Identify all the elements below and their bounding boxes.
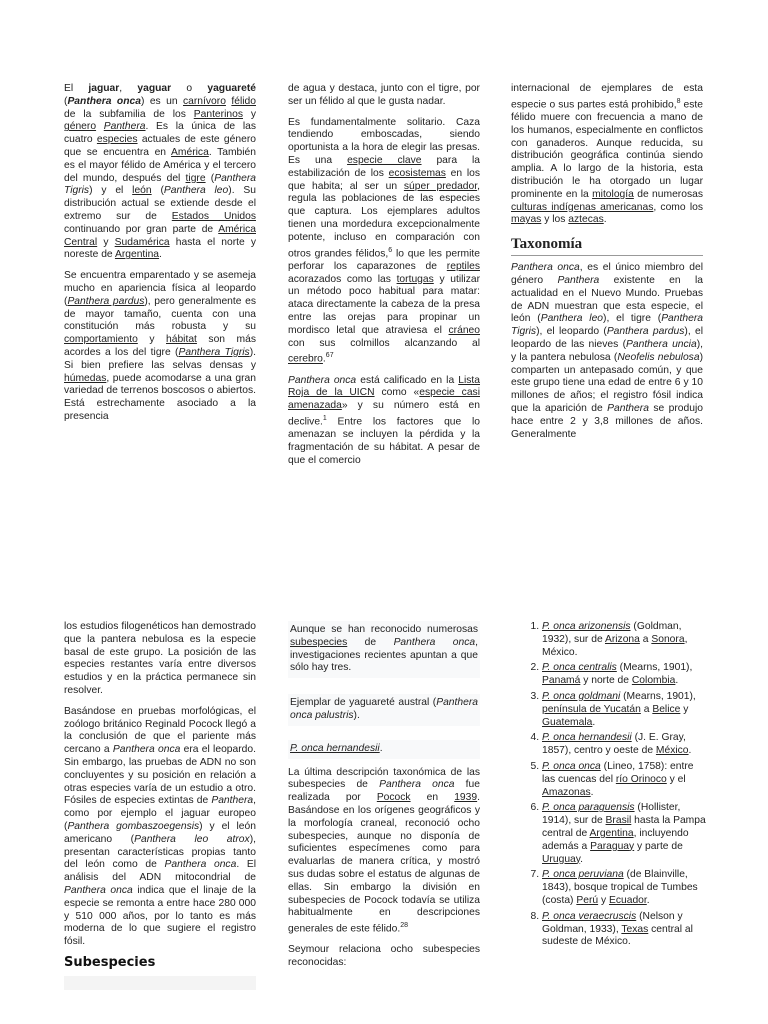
- section-heading-subespecies: Subespecies: [64, 954, 156, 970]
- wiki-link[interactable]: género: [64, 121, 97, 133]
- wiki-link[interactable]: Estados Unidos: [171, 210, 256, 222]
- subspecies-item: 2. P. onca centralis (Mearns, 1901), Panamá y norte de Colombia.: [542, 662, 706, 688]
- wiki-link[interactable]: P. onca hernandesii: [290, 742, 380, 754]
- column-3-bottom: [510, 621, 706, 952]
- wiki-link[interactable]: México: [655, 745, 689, 757]
- column-2-top: [288, 83, 480, 476]
- wiki-link[interactable]: Belice: [652, 703, 681, 715]
- wiki-link[interactable]: América Central: [64, 223, 256, 248]
- wiki-link[interactable]: ecosistemas: [388, 167, 446, 179]
- column-1-top: [64, 83, 256, 432]
- image-caption: Ejemplar de yaguareté austral (Panthera onca palustris).: [288, 694, 480, 726]
- column-3-top: [511, 83, 703, 449]
- subspecies-item: 1. P. onca arizonensis (Goldman, 1932), sur de Arizona a Sonora, México.: [542, 621, 706, 659]
- wiki-link[interactable]: Paraguay: [590, 840, 635, 852]
- paragraph: La última descripción taxonómica de las subespecies de Panthera onca fue realizada por Pocock en 1939. Basándose en los orígenes geográficos y la morfología craneal, reconoció ocho subespecies, aunque no disponía de suficientes especímenes como para evaluarlas de manera crítica, y mostró sus dudas sobre el estatus de algunas de ellas. Sin embargo la división en subespecies de Pocock todavía se utiliza habitualmente en descripciones generales de este félido.$^{28}$: [288, 766, 480, 935]
- paragraph: Aunque se han reconocido numerosas subespecies de Panthera onca, investigaciones recientes apuntan a que sólo hay tres.: [288, 621, 480, 678]
- wiki-link[interactable]: especie casi amenazada: [288, 387, 480, 412]
- intro-paragraph: El jaguar, yaguar o yaguareté (Panthera onca) es un carnívoro félido de la subfamilia de los Panterinos y género Panthera. Es la única de las cuatro especies actuales de este género que se encuentra en América. También es el mayor félido de América y el tercero del mundo, después del tigre (Panthera Tigris) y el león (Panthera leo). Su distribución actual se extiende desde el extremo sur de Estados Unidos continuando por gran parte de América Central y Sudamérica hasta el norte y noreste de Argentina.: [64, 83, 257, 261]
- wiki-link[interactable]: Panthera: [103, 121, 146, 133]
- paragraph: internacional de ejemplares de esta especie o sus partes está prohibido,$^8$ este félido muere con frecuencia a mano de los humanos, especialmente en conflictos con ganaderos. Aunque reducida, su distribución geográfica continúa siendo amplia. A lo largo de la historia, esta distribución le ha otorgado un lugar prominente en la mitología de numerosas culturas indígenas americanas, como los mayas y los aztecas.: [511, 83, 703, 226]
- wiki-link[interactable]: Arizona: [604, 633, 640, 645]
- wiki-link[interactable]: Panthera pardus: [67, 295, 145, 307]
- subspecies-item: 5. P. onca onca (Lineo, 1758): entre las cuencas del río Orinoco y el Amazonas.: [542, 761, 706, 799]
- wiki-link[interactable]: P. onca veraecruscis: [542, 910, 637, 922]
- wiki-link[interactable]: Argentina: [589, 827, 634, 839]
- wiki-link[interactable]: Sudamérica: [114, 236, 170, 248]
- wiki-link[interactable]: América: [171, 146, 209, 158]
- image-caption: P. onca hernandesii.: [288, 740, 480, 759]
- wiki-link[interactable]: 1939: [454, 792, 478, 804]
- wiki-link[interactable]: Perú: [576, 894, 599, 906]
- wiki-link[interactable]: Guatemala: [542, 716, 593, 728]
- column-2-bottom: [288, 621, 480, 978]
- paragraph: Se encuentra emparentado y se asemeja mucho en apariencia física al leopardo (Panthera pardus), pero generalmente es de mayor tamaño, cuenta con una constitución más robusta y su comportamiento y hábitat son más acordes a los del tigre (Panthera Tigris). Si bien prefiere las selvas densas y húmedas, puede acomodarse a una gran variedad de terrenos boscosos o abiertos. Está estrechamente asociado a la presencia: [64, 270, 257, 422]
- wiki-link[interactable]: especie clave: [347, 154, 422, 166]
- wiki-link[interactable]: culturas indígenas americanas: [511, 201, 654, 213]
- wiki-link[interactable]: Argentina: [114, 249, 160, 261]
- subspecies-item: 4. P. onca hernandesii (J. E. Gray, 1857), centro y oeste de México.: [542, 732, 706, 758]
- wiki-link[interactable]: península de Yucatán: [542, 703, 641, 715]
- subspecies-item: 6. P. onca paraguensis (Hollister, 1914), sur de Brasil hasta la Pampa central de Argentina, incluyendo además a Paraguay y parte de Uruguay.: [542, 802, 706, 866]
- wiki-link[interactable]: P. onca paraguensis: [542, 802, 635, 814]
- wiki-link[interactable]: Colombia: [631, 675, 676, 687]
- wiki-link[interactable]: aztecas: [568, 214, 604, 226]
- subspecies-item: 8. P. onca veraecruscis (Nelson y Goldman, 1933), Texas central al sudeste de México.: [542, 911, 706, 949]
- wiki-link[interactable]: Panterinos: [193, 108, 243, 120]
- wiki-link[interactable]: P. onca arizonensis: [542, 621, 631, 632]
- wiki-link[interactable]: Texas: [621, 923, 649, 935]
- paragraph: los estudios filogenéticos han demostrado que la pantera nebulosa es la especie basal de este grupo. La posición de las especies restantes varía entre diversos estudios y en la práctica permanece sin resolver.: [64, 621, 256, 696]
- wiki-link[interactable]: P. onca peruviana: [542, 869, 624, 881]
- wiki-link[interactable]: mitología: [592, 188, 634, 200]
- paragraph: Es fundamentalmente solitario. Caza tendiendo emboscadas, siendo oportunista a la hora de elegir las presas. Es una especie clave para la estabilización de los ecosistemas en los que habita; al ser un súper predador, regula las poblaciones de las especies que captura. Los ejemplares adultos tienen una mordedura excepcionalmente potente, incluso en comparación con otros grandes félidos,$^6$ lo que les permite perforar los caparazones de reptiles acorazados como las tortugas y utilizar un método poco habitual para matar: ataca directamente la cabeza de la presa entre las orejas para propinar un mordisco letal que atraviesa el cráneo con sus colmillos alcanzando al cerebro.$^{67}$: [288, 116, 481, 365]
- wiki-link[interactable]: cráneo: [448, 324, 480, 336]
- subspecies-item: 7. P. onca peruviana (de Blainville, 1843), bosque tropical de Tumbes (costa) Perú y Ecuador.: [542, 869, 706, 907]
- wiki-link[interactable]: Ecuador: [608, 894, 647, 906]
- wiki-link[interactable]: mayas: [511, 214, 542, 226]
- wiki-link[interactable]: súper predador: [403, 180, 478, 192]
- wiki-link[interactable]: P. onca onca: [542, 760, 601, 772]
- wiki-link[interactable]: Brasil: [605, 815, 632, 827]
- wiki-link[interactable]: río Orinoco: [615, 773, 667, 785]
- subspecies-list: [510, 621, 706, 949]
- shaded-strip: [64, 976, 256, 990]
- wiki-link[interactable]: hábitat: [166, 334, 197, 346]
- paragraph: Panthera onca está calificado en la Lista Roja de la UICN como «especie casi amenazada» y su número está en declive.$^1$ Entre los factores que lo amenazan se incluyen la pérdida y la fragmentación de su hábitat. A pesar de que el comercio: [288, 374, 480, 466]
- wiki-link[interactable]: tigre: [185, 172, 206, 184]
- wiki-link[interactable]: félido: [231, 95, 256, 107]
- paragraph: Basándose en pruebas morfológicas, el zoólogo británico Reginald Pocock llegó a la conclusión de que el pariente más cercano a Panthera onca era el leopardo. Sin embargo, las pruebas de ADN no son concluyentes y su posición en relación a otras especies varía de un estudio a otro. Fósiles de especies extintas de Panthera, como por ejemplo el jaguar europeo (Panthera gombaszoegensis) y el león americano (Panthera leo atrox), presentan características propias tanto del león como de Panthera onca. El análisis del ADN mitocondrial de Panthera onca indica que el linaje de la especie se remonta a entre hace 280 000 y 510 000 años, por lo tanto es más moderna de lo que sugiere el registro fósil.: [64, 705, 256, 948]
- wiki-link[interactable]: P. onca hernandesii: [542, 732, 632, 744]
- paragraph: Panthera onca, es el único miembro del género Panthera existente en la actualidad en el Nuevo Mundo. Pruebas de ADN muestran que esta especie, el león (Panthera leo), el tigre (Panthera Tigris), el leopardo (Panthera pardus), el leopardo de las nieves (Panthera uncia), y la pantera nebulosa (Neofelis nebulosa) comparten un antepasado común, y que este grupo tiene una edad de entre 6 y 10 millones de años; el registro fósil indica que la aparición de Panthera se produjo hace entre 2 y 3,8 millones de años. Generalmente: [511, 262, 704, 440]
- paragraph: de agua y destaca, junto con el tigre, por ser un félido al que le gusta nadar.: [288, 83, 480, 107]
- wiki-link[interactable]: león: [132, 185, 152, 197]
- wiki-link[interactable]: Pocock: [376, 792, 411, 804]
- wiki-link[interactable]: P. onca centralis: [542, 662, 617, 674]
- wiki-link[interactable]: P. onca goldmani: [542, 690, 621, 702]
- wiki-link[interactable]: reptiles: [446, 260, 480, 272]
- wiki-link[interactable]: carnívoro: [183, 95, 226, 107]
- wiki-link[interactable]: cerebro: [288, 353, 323, 365]
- wiki-link[interactable]: Sonora: [651, 633, 685, 645]
- section-heading-taxonomia: Taxonomía: [511, 235, 703, 256]
- wiki-link[interactable]: Panamá: [542, 675, 581, 687]
- subspecies-item: 3. P. onca goldmani (Mearns, 1901), península de Yucatán a Belice y Guatemala.: [542, 691, 706, 729]
- column-1-bottom: [64, 621, 256, 990]
- wiki-link[interactable]: tortugas: [396, 273, 434, 285]
- wiki-link[interactable]: especies: [96, 134, 138, 146]
- wiki-link[interactable]: Amazonas: [542, 786, 591, 798]
- wiki-link[interactable]: Panthera Tigris: [178, 346, 250, 358]
- wiki-link[interactable]: subespecies: [290, 636, 348, 648]
- wiki-link[interactable]: húmedas: [64, 372, 107, 384]
- wiki-link[interactable]: comportamiento: [64, 334, 138, 346]
- wiki-link[interactable]: Uruguay: [542, 853, 581, 865]
- wiki-link[interactable]: Lista Roja de la UICN: [288, 374, 480, 399]
- paragraph: Seymour relaciona ocho subespecies reconocidas:: [288, 944, 480, 969]
